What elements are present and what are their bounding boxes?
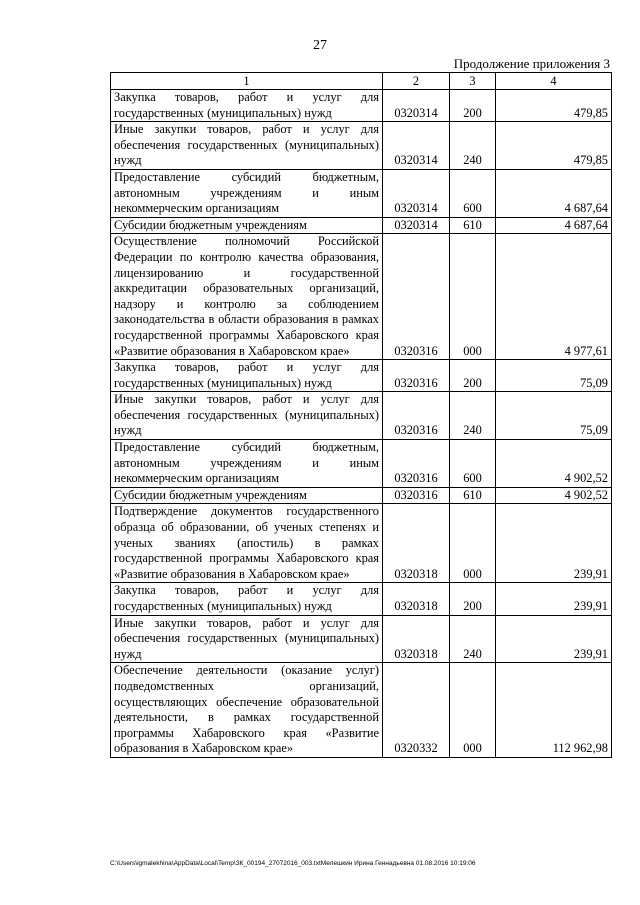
row-amount: 239,91 (496, 583, 612, 615)
row-description: Подтверждение документов государственного образца об образовании, об ученых степенях и ученых званиях (апостиль) в рамках государственной программы Хабаровского края «Развитие образования в Хабаровском крае» (111, 504, 383, 583)
row-amount: 4 687,64 (496, 217, 612, 234)
table-row (111, 360, 612, 392)
row-amount: 112 962,98 (496, 663, 612, 758)
row-target-code: 0320318 (383, 583, 450, 615)
row-target-code: 0320314 (383, 90, 450, 122)
row-target-code: 0320318 (383, 615, 450, 663)
table-row (111, 615, 612, 663)
table-header-row (111, 73, 612, 90)
header-col-4: 4 (496, 73, 612, 90)
row-target-code: 0320332 (383, 663, 450, 758)
table-row (111, 169, 612, 217)
row-description: Закупка товаров, работ и услуг для государственных (муниципальных) нужд (111, 360, 383, 392)
header-col-3: 3 (450, 73, 496, 90)
row-amount: 4 687,64 (496, 169, 612, 217)
row-expense-type: 000 (450, 663, 496, 758)
row-amount: 75,09 (496, 392, 612, 440)
row-expense-type: 200 (450, 360, 496, 392)
row-expense-type: 600 (450, 440, 496, 488)
row-description: Предоставление субсидий бюджетным, автономным учреждениям и иным некоммерческим организациям (111, 169, 383, 217)
row-amount: 479,85 (496, 122, 612, 170)
row-expense-type: 200 (450, 583, 496, 615)
row-expense-type: 610 (450, 487, 496, 504)
table-row (111, 122, 612, 170)
row-target-code: 0320316 (383, 392, 450, 440)
row-amount: 239,91 (496, 615, 612, 663)
header-col-2: 2 (383, 73, 450, 90)
row-target-code: 0320316 (383, 440, 450, 488)
table-row (111, 487, 612, 504)
table-row (111, 217, 612, 234)
row-amount: 4 902,52 (496, 487, 612, 504)
row-target-code: 0320316 (383, 487, 450, 504)
table-row (111, 90, 612, 122)
row-description: Иные закупки товаров, работ и услуг для обеспечения государственных (муниципальных) нужд (111, 615, 383, 663)
row-target-code: 0320316 (383, 360, 450, 392)
table-row (111, 234, 612, 360)
table-row (111, 504, 612, 583)
header-col-1: 1 (111, 73, 383, 90)
row-amount: 479,85 (496, 90, 612, 122)
row-amount: 75,09 (496, 360, 612, 392)
budget-table (110, 72, 612, 758)
row-expense-type: 600 (450, 169, 496, 217)
row-expense-type: 000 (450, 234, 496, 360)
row-expense-type: 200 (450, 90, 496, 122)
row-target-code: 0320318 (383, 504, 450, 583)
row-description: Иные закупки товаров, работ и услуг для обеспечения государственных (муниципальных) нужд (111, 122, 383, 170)
row-description: Закупка товаров, работ и услуг для государственных (муниципальных) нужд (111, 90, 383, 122)
row-expense-type: 240 (450, 615, 496, 663)
row-expense-type: 610 (450, 217, 496, 234)
table-row (111, 663, 612, 758)
row-description: Предоставление субсидий бюджетным, автономным учреждениям и иным некоммерческим организациям (111, 440, 383, 488)
row-amount: 239,91 (496, 504, 612, 583)
row-amount: 4 977,61 (496, 234, 612, 360)
table-row (111, 583, 612, 615)
row-target-code: 0320316 (383, 234, 450, 360)
row-description: Осуществление полномочий Российской Федерации по контролю качества образования, лицензированию и государственной аккредитации образовательных организаций, надзору и контролю за соблюдением законодательства в области образования в рамках государственной программы Хабаровского края «Развитие образования в Хабаровском крае» (111, 234, 383, 360)
row-target-code: 0320314 (383, 169, 450, 217)
row-expense-type: 240 (450, 392, 496, 440)
continuation-label: Продолжение приложения 3 (453, 56, 610, 71)
footer-file-path: C:\Users\igmalekhina\AppData\Local\Temp\ЗК_00194_27072016_003.txtМелешкин Ирина Геннадьевна 01.08.2016 10:19:06 (110, 860, 476, 867)
row-expense-type: 000 (450, 504, 496, 583)
row-target-code: 0320314 (383, 217, 450, 234)
row-expense-type: 240 (450, 122, 496, 170)
table-row (111, 440, 612, 488)
page-number: 27 (313, 38, 327, 53)
row-description: Субсидии бюджетным учреждениям (111, 487, 383, 504)
table-row (111, 392, 612, 440)
row-description: Иные закупки товаров, работ и услуг для обеспечения государственных (муниципальных) нужд (111, 392, 383, 440)
row-description: Обеспечение деятельности (оказание услуг) подведомственных организаций, осуществляющих обеспечение образовательной деятельности, в рамках государственной программы Хабаровского края «Развитие образования в Хабаровском крае» (111, 663, 383, 758)
row-description: Закупка товаров, работ и услуг для государственных (муниципальных) нужд (111, 583, 383, 615)
row-target-code: 0320314 (383, 122, 450, 170)
row-amount: 4 902,52 (496, 440, 612, 488)
row-description: Субсидии бюджетным учреждениям (111, 217, 383, 234)
